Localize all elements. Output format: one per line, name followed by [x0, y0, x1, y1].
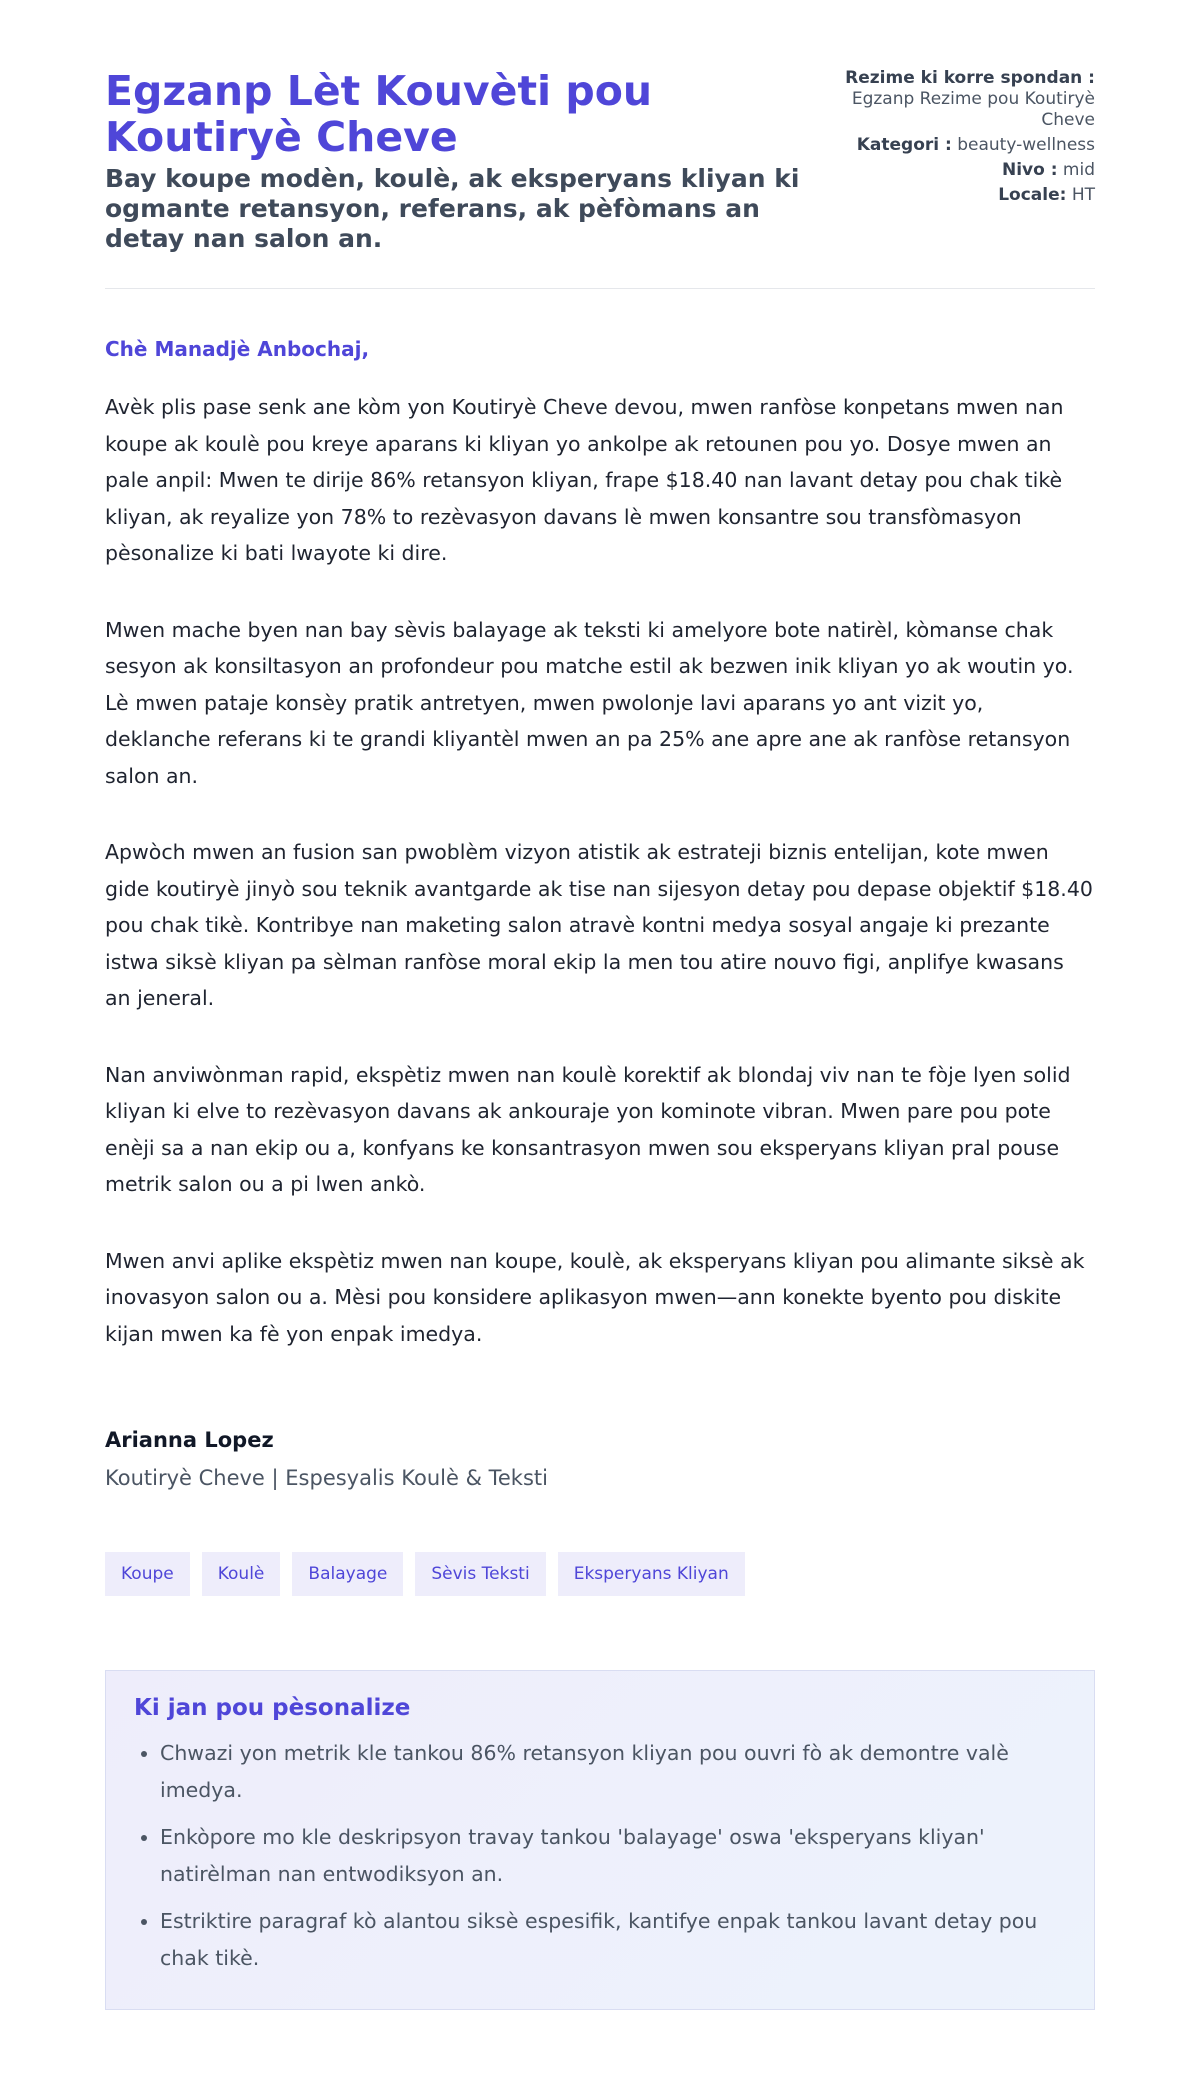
skill-tag[interactable]: Koulè [202, 1552, 281, 1596]
meta-locale-value: HT [1071, 185, 1095, 205]
customization-tips [105, 1670, 1095, 2010]
meta-category-value: beauty-wellness [957, 135, 1095, 155]
skill-tag[interactable]: Eksperyans Kliyan [558, 1552, 745, 1596]
meta-level-value: mid [1062, 160, 1095, 180]
signature-name: Arianna Lopez [105, 1428, 274, 1452]
signature-role: Koutiryè Cheve | Espesyalis Koulè & Teksti [105, 1466, 548, 1490]
header-titles [105, 68, 804, 254]
skill-tags [105, 1552, 1095, 1596]
letter-paragraph: Apwòch mwen an fusion san pwoblèm vizyon atistik ak estrateji biznis entelijan, kote mwen gide koutiryè jinyò sou teknik avantgarde ak tise nan sijesyon detay pou depase objektif $18.40 pou chak tikè. Kontribye nan maketing salon atravè kontni medya sosyal angaje ki prezante istwa siksè kliyan pa sèlman ranfòse moral ekip la men tou atire nouvo figi, anplifye kwasans an jeneral. [105, 840, 1093, 1010]
letter-body [105, 337, 1095, 1352]
meta-locale-key: Locale: [998, 185, 1067, 205]
letter-salutation: Chè Manadjè Anbochaj, [105, 337, 370, 361]
tips-list [134, 1735, 1064, 1977]
letter-paragraph: Nan anviwònman rapid, ekspètiz mwen nan koulè korektif ak blondaj viv nan te fòje lyen solid kliyan ki elve to rezèvasyon davans ak ankouraje yon kominote vibran. Mwen pare pou pote enèji sa a nan ekip ou a, konfyans ke konsantrasyon mwen sou eksperyans kliyan pral pouse metrik salon ou a pi lwen ankò. [105, 1062, 1071, 1196]
cover-letter-page [105, 0, 1095, 2010]
meta-resume-key: Rezime ki korre spondan : [845, 68, 1095, 88]
page-subtitle: Bay koupe modèn, koulè, ak eksperyans kliyan ki ogmante retansyon, referans, ak pèfòmans an detay nan salon an. [105, 164, 800, 253]
letter-paragraph: Mwen mache byen nan bay sèvis balayage ak teksti ki amelyore bote natirèl, kòmanse chak sesyon ak konsiltasyon an profondeur pou matche estil ak bezwen inik kliyan yo ak woutin yo. Lè mwen pataje konsèy pratik antretyen, mwen pwolonje lavi aparans yo ant vizit yo, deklanche referans ki te grandi kliyantèl mwen an pa 25% ane apre ane ak ranfòse retansyon salon an. [105, 617, 1074, 788]
meta-resume [804, 68, 1095, 131]
meta-locale [804, 185, 1095, 206]
meta-category [804, 135, 1095, 156]
meta-category-key: Kategori : [856, 135, 952, 155]
tip-item: • Chwazi yon metrik kle tankou 86% retansyon kliyan pou ouvri fò ak demontre valè imedya. [160, 1735, 1064, 1809]
page-header [105, 68, 1095, 289]
meta-panel [804, 68, 1095, 210]
tip-item: • Estriktire paragraf kò alantou siksè espesifik, kantifye enpak tankou lavant detay pou chak tikè. [160, 1903, 1064, 1977]
skill-tag[interactable]: Koupe [105, 1552, 190, 1596]
page-title: Egzanp Lèt Kouvèti pou Koutiryè Cheve [105, 67, 653, 161]
meta-level [804, 160, 1095, 181]
tips-title: Ki jan pou pèsonalize [134, 1695, 411, 1721]
letter-paragraph: Mwen anvi aplike ekspètiz mwen nan koupe, koulè, ak eksperyans kliyan pou alimante siksè ak inovasyon salon ou a. Mèsi pou konsidere aplikasyon mwen—ann konekte byento pou diskite kijan mwen ka fè yon enpak imedya. [105, 1248, 1085, 1346]
letter-paragraph: Avèk plis pase senk ane kòm yon Koutiryè Cheve devou, mwen ranfòse konpetans mwen nan koupe ak koulè pou kreye aparans ki kliyan yo ankolpe ak retounen pou yo. Dosye mwen an pale anpil: Mwen te dirije 86% retansyon kliyan, frape $18.40 nan lavant detay pou chak tikè kliyan, ak reyalize yon 78% to rezèvasyon davans lè mwen konsantre sou transfòmasyon pèsonalize ki bati lwayote ki dire. [105, 395, 1064, 565]
skill-tag[interactable]: Sèvis Teksti [415, 1552, 545, 1596]
tip-item: • Enkòpore mo kle deskripsyon travay tankou 'balayage' oswa 'eksperyans kliyan' natirèlman nan entwodiksyon an. [160, 1819, 1064, 1893]
signature [105, 1428, 1095, 1490]
meta-level-key: Nivo : [1001, 160, 1058, 180]
meta-resume-link[interactable]: Egzanp Rezime pou Koutiryè Cheve [851, 89, 1095, 130]
skill-tag[interactable]: Balayage [292, 1552, 403, 1596]
